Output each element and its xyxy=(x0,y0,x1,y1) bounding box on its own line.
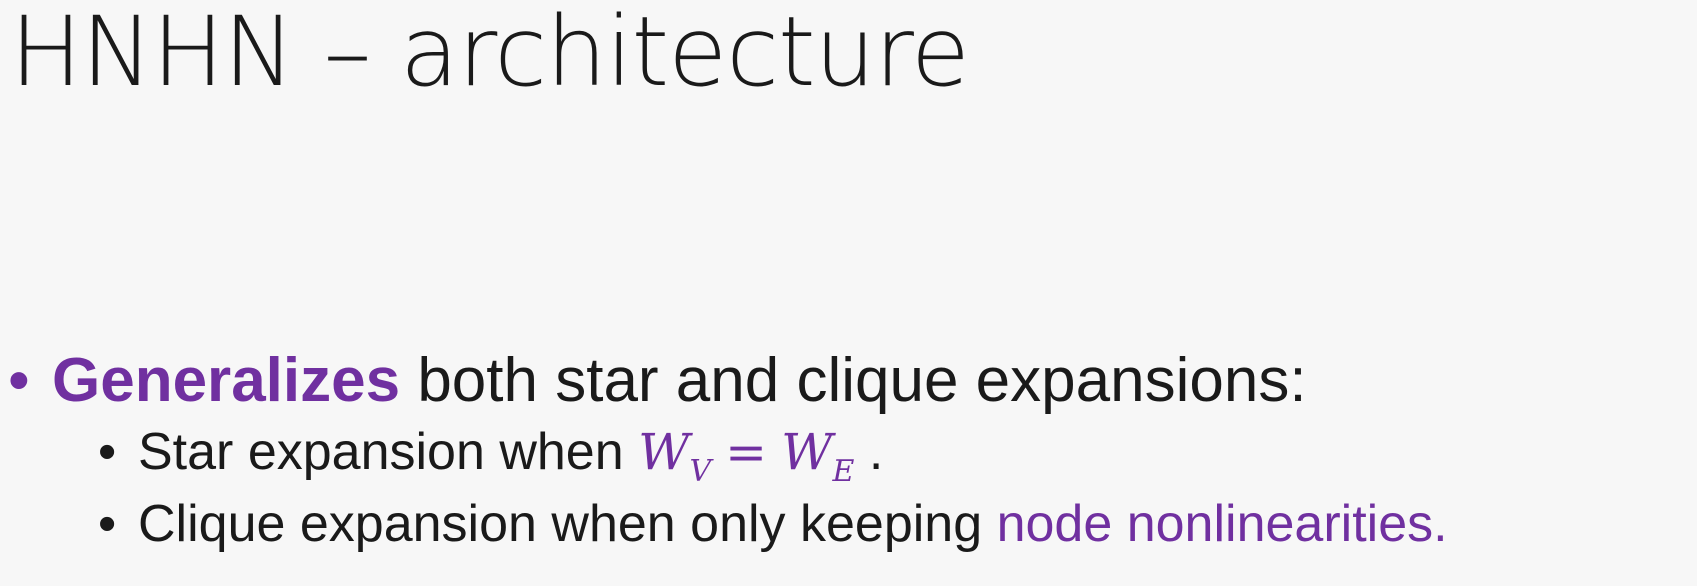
sub-bullet-star xyxy=(98,422,884,489)
bullet-text: both star and clique expansions: xyxy=(400,346,1307,415)
math-sub-rhs: E xyxy=(832,454,855,489)
sub-bullet-clique xyxy=(98,494,1448,554)
bullet-marker: • xyxy=(8,346,30,415)
math-var-rhs: W xyxy=(781,423,833,481)
math-sub-lhs: V xyxy=(689,454,712,489)
main-bullet xyxy=(8,345,1307,416)
math-var-lhs: W xyxy=(638,423,690,481)
bullet-text-end: . xyxy=(854,423,884,481)
slide-title: HNHN – architecture xyxy=(10,0,969,108)
bullet-marker: • xyxy=(98,495,117,553)
emphasis-text: Generalizes xyxy=(52,346,401,415)
math-operator: = xyxy=(725,423,768,481)
bullet-text: Star expansion when xyxy=(138,423,639,481)
highlight-text: node nonlinearities. xyxy=(996,495,1448,553)
bullet-marker: • xyxy=(98,423,117,481)
bullet-text: Clique expansion when only keeping xyxy=(138,495,997,553)
math-expression xyxy=(638,423,855,489)
